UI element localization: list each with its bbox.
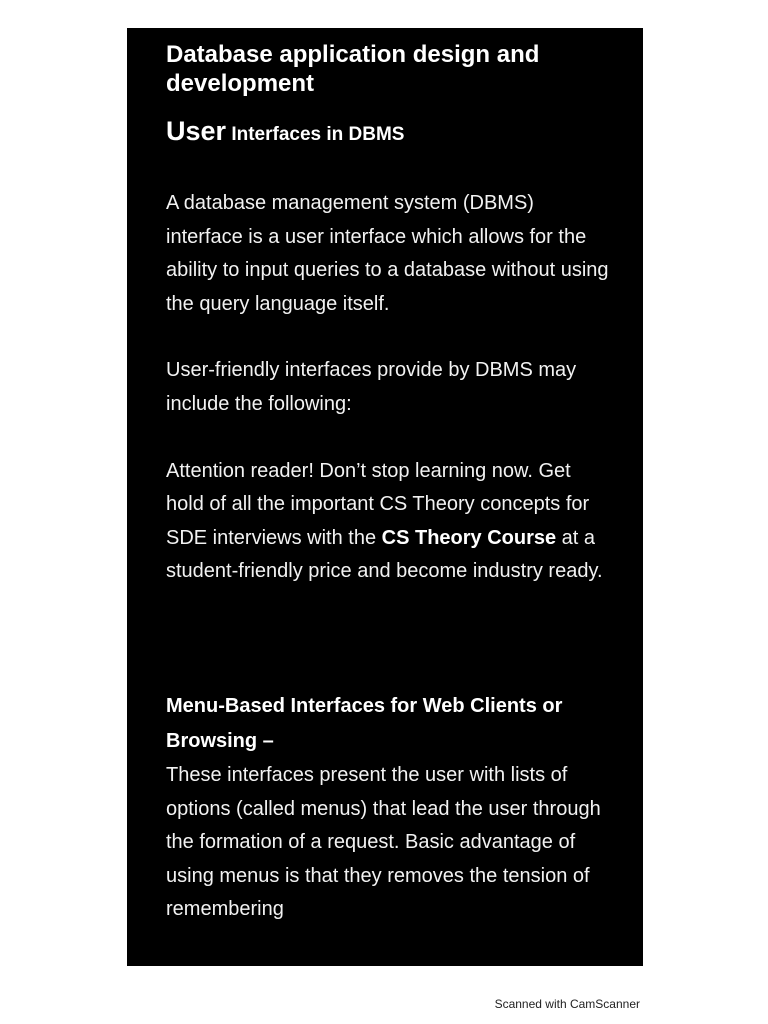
attention-text-1: Attention reader! Don’t stop learning now. Get hold of all the important CS Theory concepts for SDE interviews with the: [166, 459, 590, 549]
subtitle-rest: Interfaces in DBMS: [226, 124, 405, 145]
paragraph-interfaces: User-friendly interfaces provide by DBMS may include the following:: [166, 359, 577, 415]
course-link[interactable]: CS Theory Course: [381, 526, 557, 549]
paragraph-intro: A database management system (DBMS) interface is a user interface which allows for the ability to input queries to a database without using the query language itself.: [166, 192, 609, 315]
section-heading-menu-based: Menu-Based Interfaces for Web Clients or Browsing –: [166, 694, 563, 752]
scanner-watermark: Scanned with CamScanner: [494, 997, 640, 1011]
article-screen: [127, 28, 643, 966]
section-subtitle: [166, 116, 613, 147]
page-title: Database application design and development: [166, 41, 540, 97]
attention-text-2: at a student-friendly price and become industry ready.: [166, 526, 603, 583]
paragraph-attention: [166, 455, 613, 589]
paragraph-menu-based: These interfaces present the user with lists of options (called menus) that lead the user through the formation of a request. Basic advantage of using menus is that they removes the tension of remembering: [166, 763, 601, 921]
subtitle-user: User: [166, 116, 227, 146]
